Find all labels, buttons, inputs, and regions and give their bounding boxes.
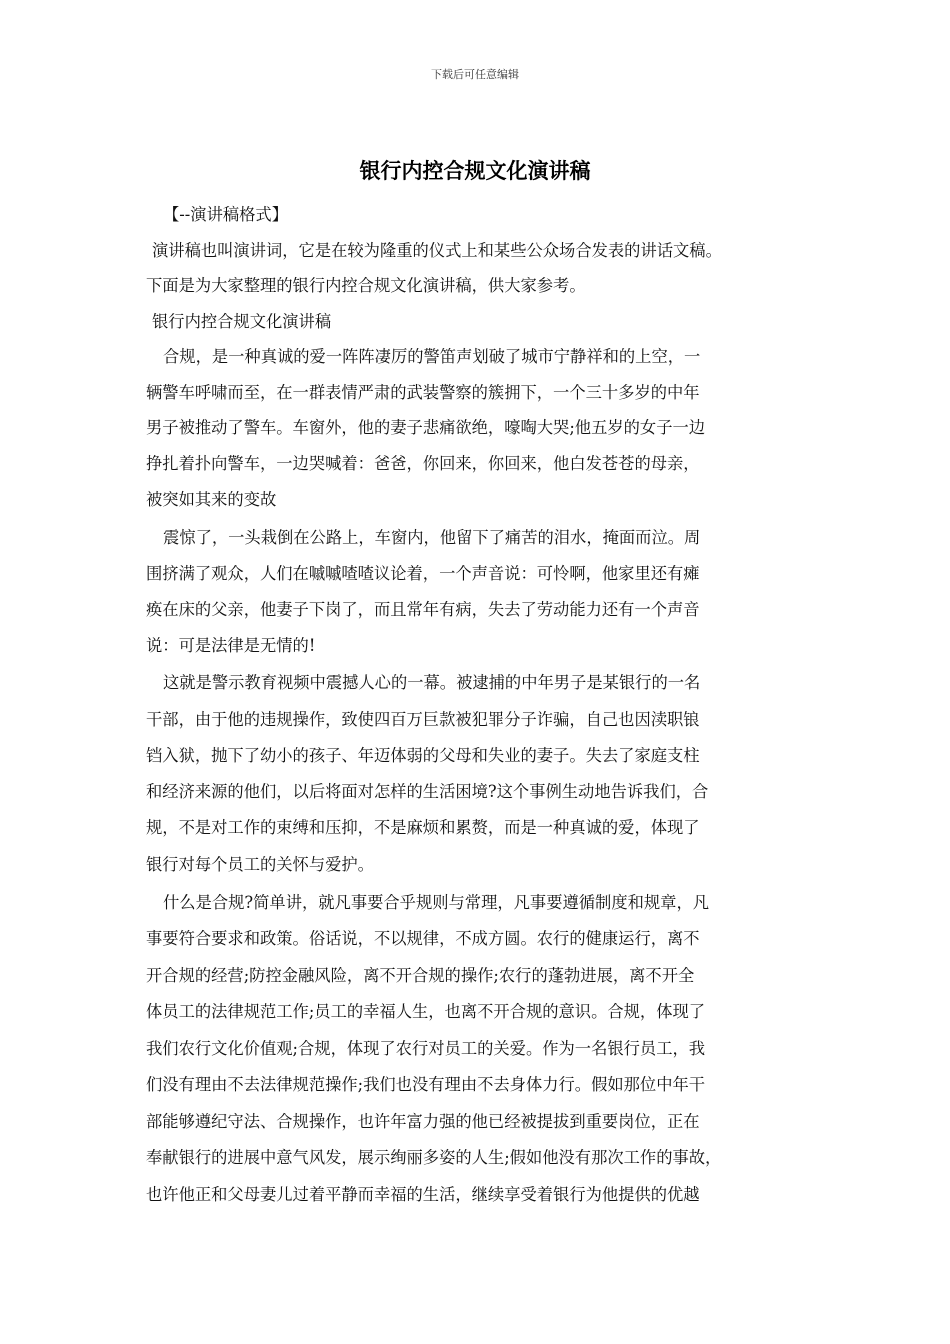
paragraph-line: 被突如其来的变故 (146, 490, 277, 509)
paragraph-line: 开合规的经营;防控金融风险，离不开合规的操作;农行的蓬勃进展，离不开全 (146, 966, 695, 985)
page-header-note: 下载后可任意编辑 (431, 68, 519, 81)
section-format-label: 【--演讲稿格式】 (163, 205, 288, 224)
paragraph-line: 也许他正和父母妻儿过着平静而幸福的生活，继续享受着银行为他提供的优越 (146, 1185, 700, 1204)
subtitle-line: 银行内控合规文化演讲稿 (152, 312, 332, 331)
paragraph-line: 震惊了，一头栽倒在公路上，车窗内，他留下了痛苦的泪水，掩面而泣。周 (163, 528, 701, 547)
paragraph-line: 说：可是法律是无情的! (146, 636, 316, 655)
paragraph-line: 奉献银行的进展中意气风发，展示绚丽多姿的人生;假如他没有那次工作的事故， (146, 1148, 722, 1167)
document-title: 银行内控合规文化演讲稿 (359, 158, 591, 183)
paragraph-line: 铛入狱，抛下了幼小的孩子、年迈体弱的父母和失业的妻子。失去了家庭支柱 (146, 746, 700, 765)
paragraph-line: 下面是为大家整理的银行内控合规文化演讲稿，供大家参考。 (146, 276, 586, 295)
paragraph-line: 体员工的法律规范工作;员工的幸福人生，也离不开合规的意识。合规，体现了 (146, 1002, 706, 1021)
paragraph-line: 演讲稿也叫演讲词，它是在较为隆重的仪式上和某些公众场合发表的讲话文稿。 (152, 241, 722, 260)
paragraph-line: 和经济来源的他们，以后将面对怎样的生活困境?这个事例生动地告诉我们，合 (146, 782, 709, 801)
paragraph-line: 这就是警示教育视频中震撼人心的一幕。被逮捕的中年男子是某银行的一名 (163, 673, 701, 692)
paragraph-line: 什么是合规?简单讲，就凡事要合乎规则与常理，凡事要遵循制度和规章，凡 (163, 893, 710, 912)
paragraph-line: 挣扎着扑向警车，一边哭喊着：爸爸，你回来，你回来，他白发苍苍的母亲， (146, 454, 700, 473)
paragraph-line: 事要符合要求和政策。俗话说，不以规律，不成方圆。农行的健康运行，离不 (146, 929, 700, 948)
paragraph-line: 我们农行文化价值观;合规，体现了农行对员工的关爱。作为一名银行员工，我 (146, 1039, 706, 1058)
paragraph-line: 男子被推动了警车。车窗外，他的妻子悲痛欲绝，嚎啕大哭;他五岁的女子一边 (146, 418, 706, 437)
paragraph-line: 合规，是一种真诚的爱一阵阵凄厉的警笛声划破了城市宁静祥和的上空，一 (163, 347, 701, 366)
paragraph-line: 部能够遵纪守法、合规操作，也许年富力强的他已经被提拔到重要岗位，正在 (146, 1112, 700, 1131)
paragraph-line: 围挤满了观众，人们在嘁嘁喳喳议论着，一个声音说：可怜啊，他家里还有瘫 (146, 564, 700, 583)
paragraph-line: 银行对每个员工的关怀与爱护。 (146, 855, 374, 874)
paragraph-line: 规，不是对工作的束缚和压抑，不是麻烦和累赘，而是一种真诚的爱，体现了 (146, 818, 700, 837)
paragraph-line: 辆警车呼啸而至，在一群表情严肃的武装警察的簇拥下，一个三十多岁的中年 (146, 383, 700, 402)
paragraph-line: 们没有理由不去法律规范操作;我们也没有理由不去身体力行。假如那位中年干 (146, 1075, 706, 1094)
paragraph-line: 痪在床的父亲，他妻子下岗了，而且常年有病，失去了劳动能力还有一个声音 (146, 600, 700, 619)
paragraph-line: 干部，由于他的违规操作，致使四百万巨款被犯罪分子诈骗，自己也因渎职锒 (146, 710, 700, 729)
